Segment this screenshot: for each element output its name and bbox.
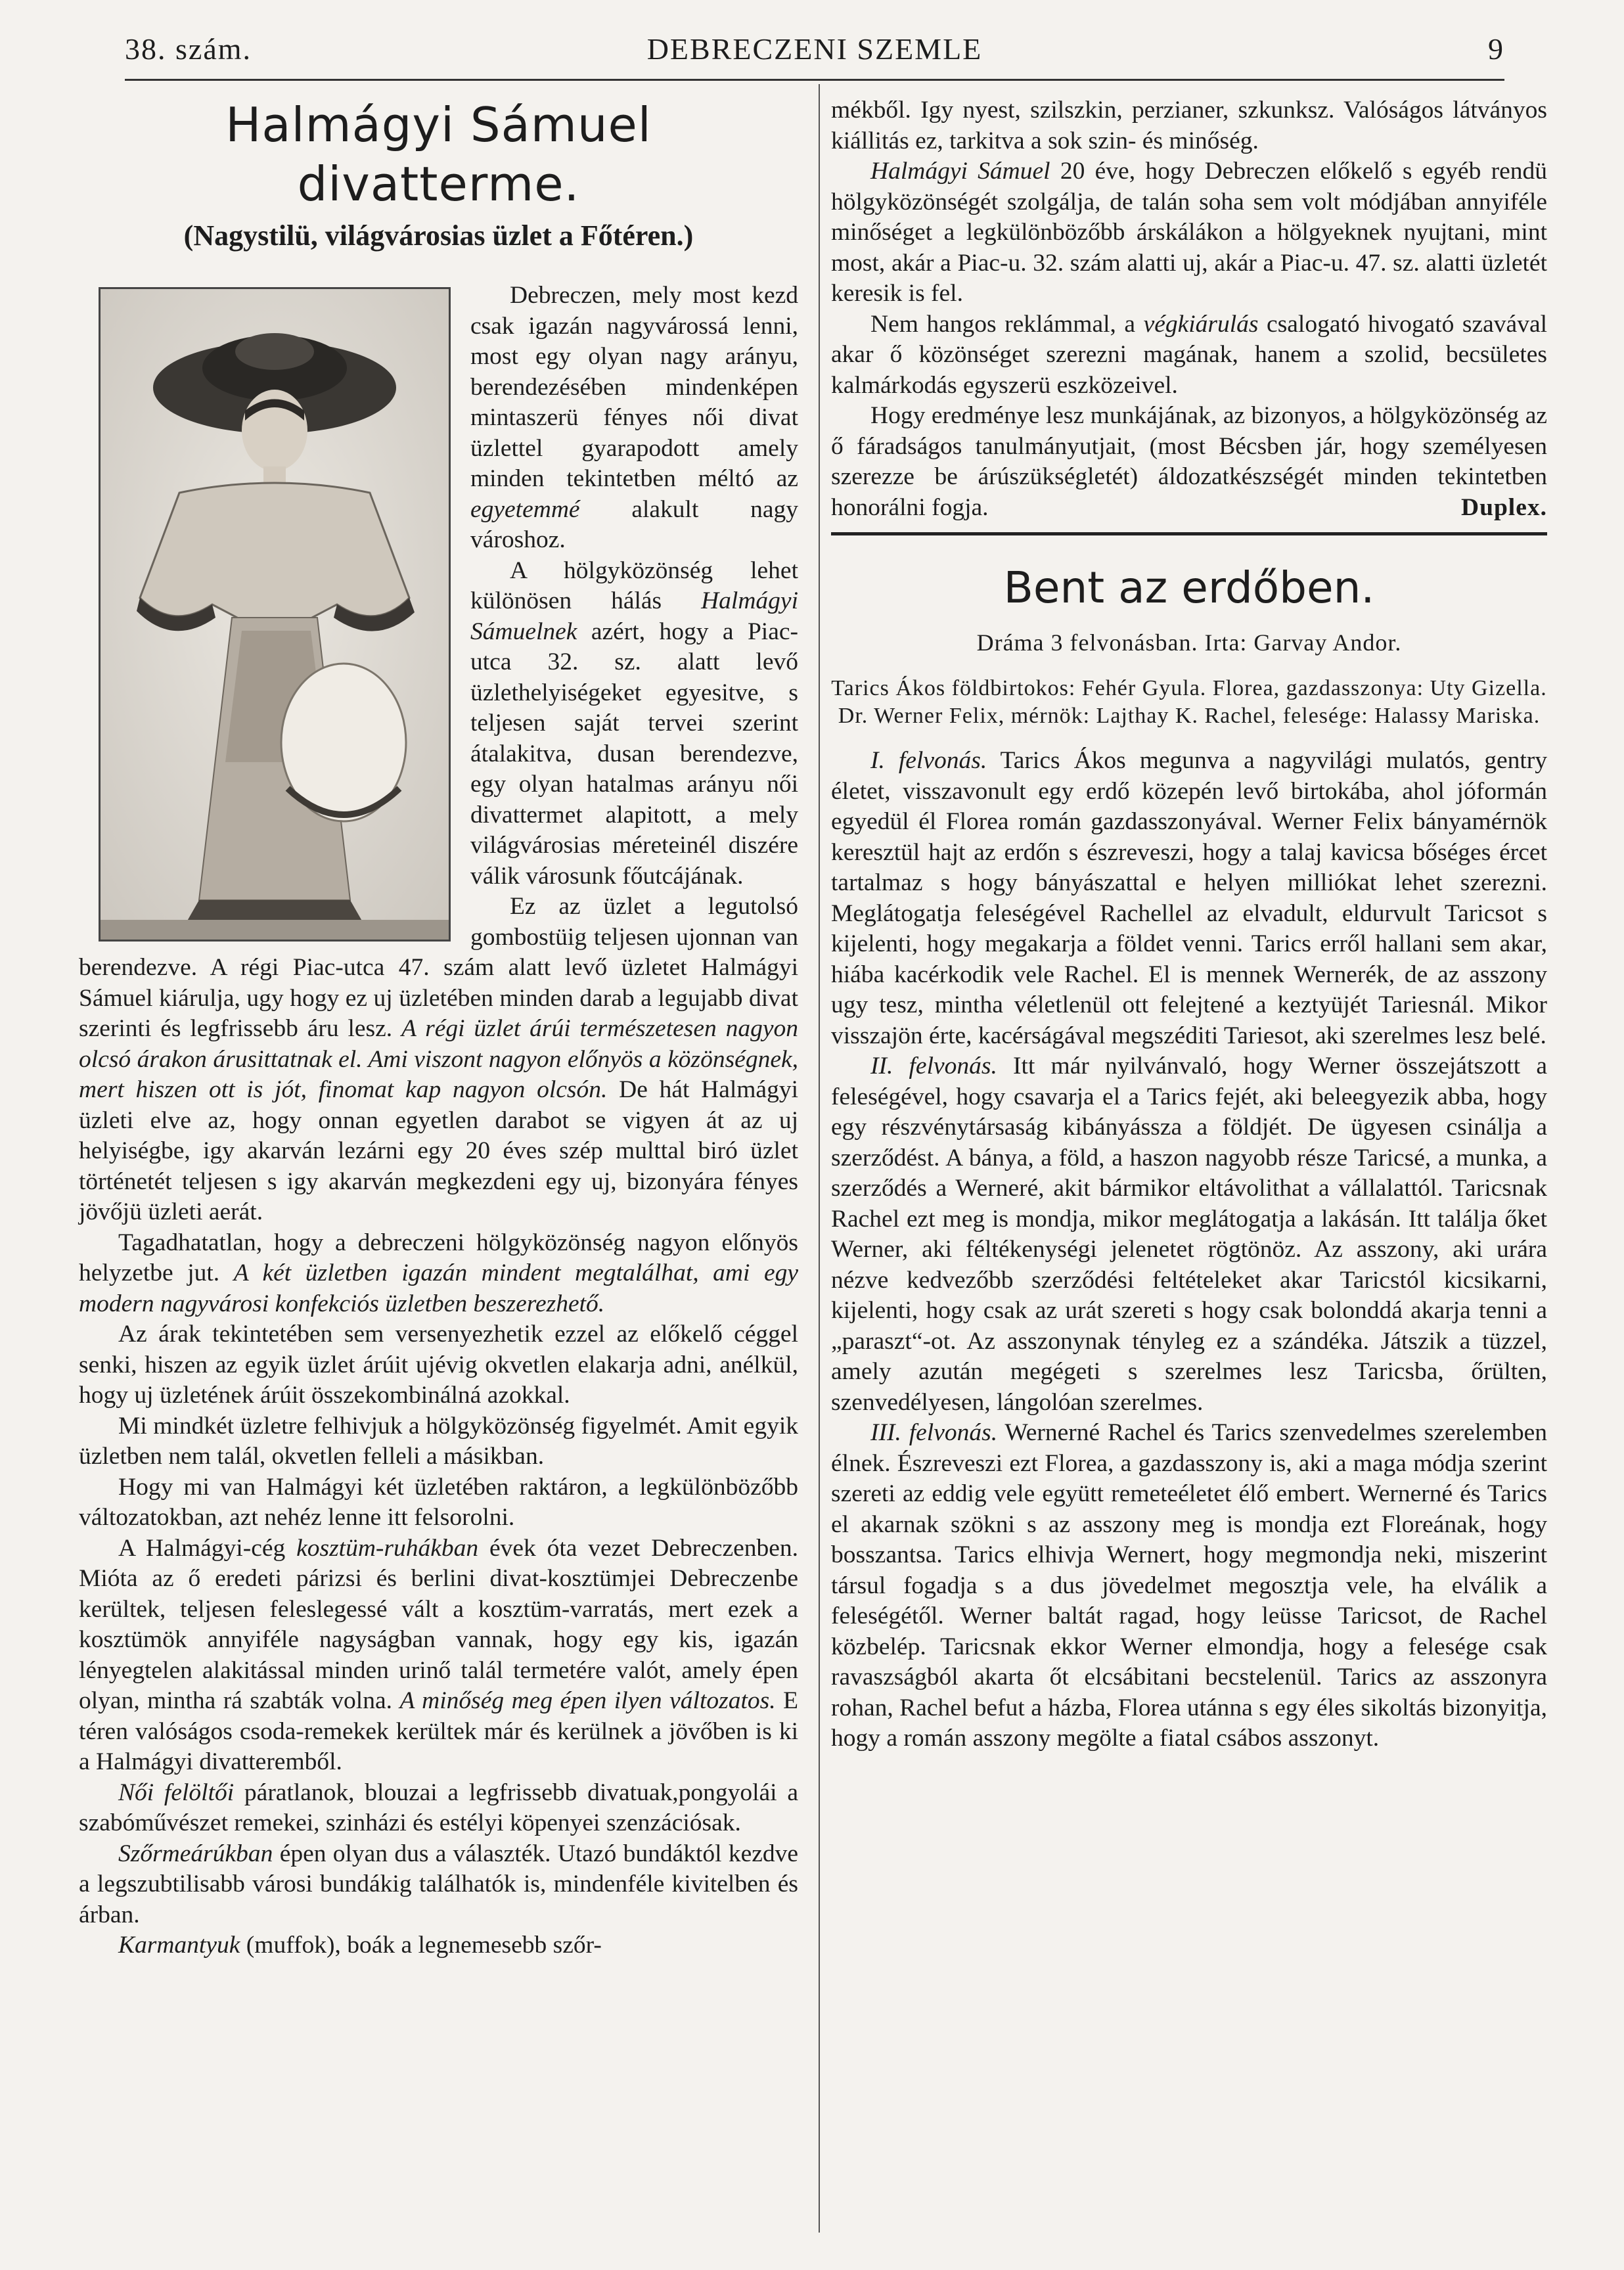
article-paragraph-6: Mi mindkét üzletre felhivjuk a hölgyközönség figyelmét. Amit egyik üzletben nem talál, okvetlen felleli a másikban. bbox=[79, 1412, 798, 1470]
left-column bbox=[79, 95, 798, 1961]
right-column bbox=[831, 95, 1547, 1754]
header-rule bbox=[125, 79, 1504, 81]
woman-portrait-image bbox=[101, 289, 449, 940]
issue-number: 38. szám. bbox=[125, 32, 252, 66]
continuation-paragraph-1: mékből. Igy nyest, szilszkin, perzianer, szkunksz. Valóságos látványos kiállitás ez, tarkitva a sok szin- és minőség. bbox=[831, 97, 1547, 154]
article-paragraph-2: A hölgyközönség lehet különösen hálás Halmágyi Sámuelnek azért, hogy a Piac-utca 32. sz. alatt levő üzlethelyiségeket egyesitve, s teljesen saját tervei szerint átalakitva, dusan berendezve, egy olyan hatalmas arányu női divattermet alapitott, a mely világvárosias méreteinél diszére válik városunk főutcájának. bbox=[470, 556, 798, 890]
column-divider bbox=[819, 84, 820, 2233]
author-signature: Duplex. bbox=[1461, 493, 1547, 521]
act-2-paragraph: II. felvonás. Itt már nyilvánvaló, hogy Werner összejátszott a feleségével, hogy csavarja el a Tarics fejét, aki beleegyezik abba, hogy egy részvénytársaság kibányássza a földjét. De ügyesen csinálja a szerződést. A bánya, a föld, a haszon nagyobb része Taricsé, a munka, a szerződés a Werneré, akit bármikor eltávolithat a vállalattól. Taricsnak Rachel ezt meg is mondja, mikor meglátogatja a lakásán. Itt találja őket Werner, aki féltékenységi jelenetet rögtönöz. Az asszony, aki urára nézve kedvezőbb szerződési feltételeket akar Taricstól kicsikarni, kijelenti, hogy csak az urát szereti s hogy csak bolonddá akarja tenni a „paraszt“-ot. Az asszonynak tényleg ez a szándéka. Játszik a tüzzel, amely azután megégeti s szerelmes lesz Taricsba, őrülten, szenvedélyesen, lángolóan szerelmes. bbox=[831, 1053, 1548, 1416]
article-paragraph-1: Debreczen, mely most kezd csak igazán nagyvárossá lenni, most egy olyan nagy arányu, berendezésében mindenképen mintaszerü fényes női divat üzlettel gyarapodott amely minden tekintetben méltó az egyetemmé alakult nagy városhoz. bbox=[470, 282, 798, 553]
article-paragraph-10: Szőrmeárúkban épen olyan dus a választék. Utazó bundáktól kezdve a legszubtilisabb városi bundákig találhatók is, mindenféle kivitelben és árban. bbox=[79, 1840, 798, 1928]
cast-list: Tarics Ákos földbirtokos: Fehér Gyula. Florea, gazdasszonya: Uty Gizella. Dr. Werner Felix, mérnök: Lajthay K. Rachel, felesége: Halassy Mariska. bbox=[831, 676, 1547, 728]
act-1-paragraph: I. felvonás. Tarics Ákos megunva a nagyvilági mulatós, gentry életet, visszavonult egy erdő közepén levő birtokába, ahol jóformán egyedül él Florea román gazdasszonyával. Werner Felix bányamérnök keresztül hajt az erdőn s észreveszi, hogy a talaj kavicsa bőséges ércet tartalmaz s hogy bányászattal e helyen milliókat lehet szerezni. Meglátogatja feleségével Rachellel az elvadult, eldurvult Taricsot s kijelenti, hogy megakarja a földet venni. Tarics erről hallani sem akar, hiába kacérkodik vele Rachel. El is mennek Wernerék, de az asszony ugy tesz, mintha véletlenül ott felejtené a keztyüjét Tariesnál. Mikor visszajön érte, kacérságával megszéditi Tariesot, aki szerelmes lesz belé. bbox=[831, 747, 1547, 1049]
article-paragraph-8: A Halmágyi-cég kosztüm-ruhákban évek óta vezet Debreczenben. Mióta az ő eredeti párizsi és berlini divat-kosztümjei Debreczenbe kerültek, teljesen feleslegessé vált a kosztüm-varratás, mert ezek a kosztümök annyiféle nagyságban vannak, hogy egy kis, igazán lényegtelen alakitással minden urinő talál termetére valót, amely épen olyan, mintha rá szabták volna. A minőség meg épen ilyen változatos. E téren valóságos csoda-remekek kerültek már és kerülnek a jövőben is ki a Halmágyi divatteremből. bbox=[79, 1534, 799, 1775]
article-paragraph-3: Ez az üzlet a legutolsó gombostüig teljesen ujonnan van berendezve. A régi Piac-utca 47. szám alatt levő üzletet Halmágyi Sámuel kiárulja, ugy hogy ez uj üzletében minden darab a legujabb divat szerinti és legfrissebb áru lesz. A régi üzlet árúi természetesen nagyon olcsó árakon árusittatnak el. Ami viszont nagyon előnyös a közönségnek, mert hiszen ott is jót, finomat kap nagyon olcsón. De hát Halmágyi üzleti elve az, hogy onnan egyetlen darabot se vigyen át az uj helyiségbe, igy akarván lezárni egy 20 éves szép multtal biró üzlet történetét teljesen s igy akarván megkezdeni egy uj, bizonyára fényes jövőjü üzleti aerát. bbox=[79, 893, 798, 1225]
running-header bbox=[125, 32, 1504, 78]
fashion-photo bbox=[99, 287, 451, 942]
continuation-paragraph-4: Hogy eredménye lesz munkájának, az bizonyos, a hölgyközönség az ő fáradságos tanulmányutjait, (most Bécsben jár, hogy személyesen szerezze be árúszükségletét) áldozatkészségét minden tekintetben honorálni fogja. Duplex. bbox=[831, 401, 1547, 523]
journal-title: DEBRECZENI SZEMLE bbox=[646, 32, 983, 66]
article-paragraph-5: Az árak tekintetében sem versenyezhetik ezzel az előkelő céggel senki, hiszen az egyik üzlet árúit ujévig okvetlen elakarja adni, anélkül, hogy uj üzletének árúit összekombinálná azokkal. bbox=[79, 1321, 798, 1409]
page-number: 9 bbox=[1488, 32, 1504, 66]
article-paragraph-11: Karmantyuk (muffok), boák a legnemesebb szőr- bbox=[118, 1932, 602, 1959]
article-paragraph-7: Hogy mi van Halmágyi két üzletében raktáron, a legkülönbözőbb változatokban, azt nehéz lenne itt felsorolni. bbox=[79, 1473, 798, 1531]
article-paragraph-4: Tagadhatatlan, hogy a debreczeni hölgyközönség nagyon előnyös helyzetbe jut. A két üzletben igazán mindent megtalálhat, ami egy modern nagyvárosi konfekciós üzletben beszerezhető. bbox=[79, 1229, 799, 1317]
act-3-paragraph: III. felvonás. Wernerné Rachel és Tarics szenvedelmes szerelemben élnek. Észreveszi ezt Florea, a gazdasszony is, aki a maga módja szerint szereti az eddig vele együtt remeteéletet élő embert. Wernerné és Tarics el akarnak szökni s az asszony meg is mondja ezt Floreának, hogy bosszantsa. Tarics elhivja Wernert, hogy megmondja neki, miszerint társul fogadja s a dus jövedelmet megosztja vele, ha elválik a feleségétől. Werner baltát ragad, hogy leüsse Taricsot, de Rachel közbelép. Taricsnak ekkor Werner elmondja, hogy a felesége csak ravaszságból akarta őt elcsábitani becstelenül. Tarics az asszonyra rohan, Rachel befut a házba, Florea utánna s egy éles sikoltás bizonyitja, hogy a román asszony megölte a fiatal csábos asszonyt. bbox=[831, 1419, 1548, 1752]
article-paragraph-9: Női felöltői páratlanok, blouzai a legfrissebb divatuak,pongyolái a szabóművészet remekei, szinházi és estélyi köpenyei szenzációsak. bbox=[79, 1779, 798, 1836]
section-divider bbox=[831, 532, 1547, 535]
article-title: Halmágyi Sámuel divatterme. bbox=[225, 97, 652, 212]
review-subtitle: Dráma 3 felvonásban. Irta: Garvay Andor. bbox=[976, 629, 1402, 656]
review-title: Bent az erdőben. bbox=[1003, 562, 1375, 613]
continuation-paragraph-2: Halmágyi Sámuel 20 éve, hogy Debreczen előkelő s egyéb rendü hölgyközönségét szolgálja, de talán soha sem volt módjában annyiféle minőséget a legkülönbözőbb árskálákon a hölgyeknek nyujtani, mint most, akár a Piac-u. 32. szám alatti uj, akár a Piac-u. 47. sz. alatti üzletét keresik is fel. bbox=[831, 158, 1547, 307]
article-subtitle: (Nagystilü, világvárosias üzlet a Főtéren.) bbox=[183, 219, 694, 252]
continuation-paragraph-3: Nem hangos reklámmal, a végkiárulás csalogató hivogató szavával akar ő közönséget szerezni magának, hanem a szolid, becsületes kalmárkodás egyszerü eszközeivel. bbox=[831, 310, 1548, 399]
